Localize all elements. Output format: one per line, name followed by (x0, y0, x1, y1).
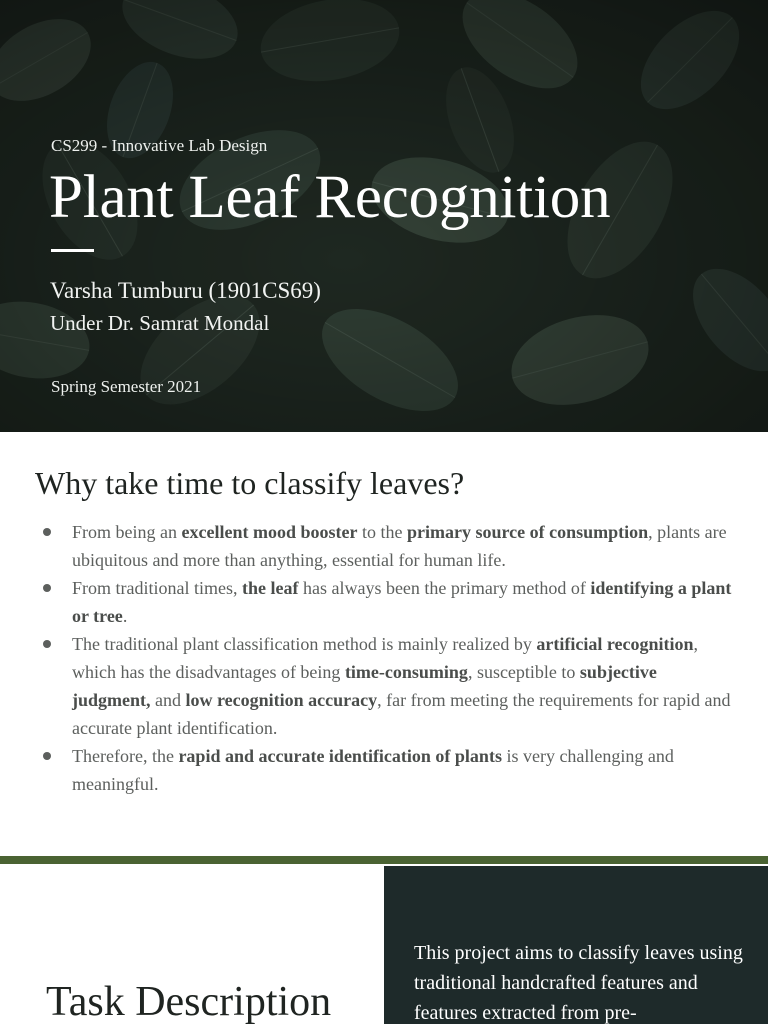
presentation-title: Plant Leaf Recognition (49, 164, 611, 231)
emphasis-text: subjective judgment, (72, 662, 657, 710)
task-description-text: This project aims to classify leaves using traditional handcrafted features and features extracted from pre- (414, 942, 743, 1024)
emphasis-text: the leaf (241, 578, 299, 598)
reason-text: is very challenging and meaningful. (72, 746, 674, 794)
why-heading: Why take time to classify leaves? (35, 465, 465, 501)
reason-text: , far from meeting the requirements for rapid and accurate plant identification. (72, 690, 731, 738)
reason-text: . (122, 606, 128, 626)
advisor-name: Under Dr. Samrat Mondal (50, 311, 270, 335)
emphasis-text: primary source of consumption (406, 522, 649, 542)
reason-text: has always been the primary method of (298, 578, 591, 598)
emphasis-text: rapid and accurate identification of plants (178, 746, 502, 766)
reason-text: Therefore, the (72, 746, 179, 766)
task-heading: Task Description (46, 979, 332, 1025)
title-underline (51, 249, 94, 252)
emphasis-text: low recognition accuracy (185, 690, 378, 710)
reason-text: , plants are ubiquitous and more than anything, essential for human life. (72, 522, 727, 570)
task-description-panel (384, 866, 768, 1024)
course-label: CS299 - Innovative Lab Design (51, 136, 268, 155)
reason-item (72, 518, 732, 574)
reason-text: The traditional plant classification method is mainly realized by (72, 634, 537, 654)
reason-item (72, 574, 732, 630)
bullet-dot-icon (43, 752, 51, 760)
bullet-dot-icon (43, 584, 51, 592)
reason-text: From traditional times, (72, 578, 242, 598)
reason-text: and (150, 690, 186, 710)
reason-item (72, 742, 732, 798)
reason-text: From being an (72, 522, 182, 542)
reason-text: to the (357, 522, 407, 542)
task-slide (0, 864, 768, 1024)
bullet-dot-icon (43, 528, 51, 536)
emphasis-text: identifying a plant or tree (72, 578, 732, 626)
why-slide (0, 432, 768, 858)
semester-label: Spring Semester 2021 (51, 377, 202, 396)
emphasis-text: excellent mood booster (181, 522, 358, 542)
reason-text: , which has the disadvantages of being (72, 634, 699, 682)
emphasis-text: time-consuming (344, 662, 468, 682)
reasons-list (0, 518, 768, 798)
reason-item (72, 630, 732, 742)
slide-divider (0, 856, 768, 864)
reason-text: , susceptible to (467, 662, 580, 682)
title-slide (0, 0, 768, 432)
title-text-block (0, 0, 768, 432)
emphasis-text: artificial recognition (536, 634, 694, 654)
bullet-dot-icon (43, 640, 51, 648)
author-name: Varsha Tumburu (1901CS69) (50, 278, 321, 303)
